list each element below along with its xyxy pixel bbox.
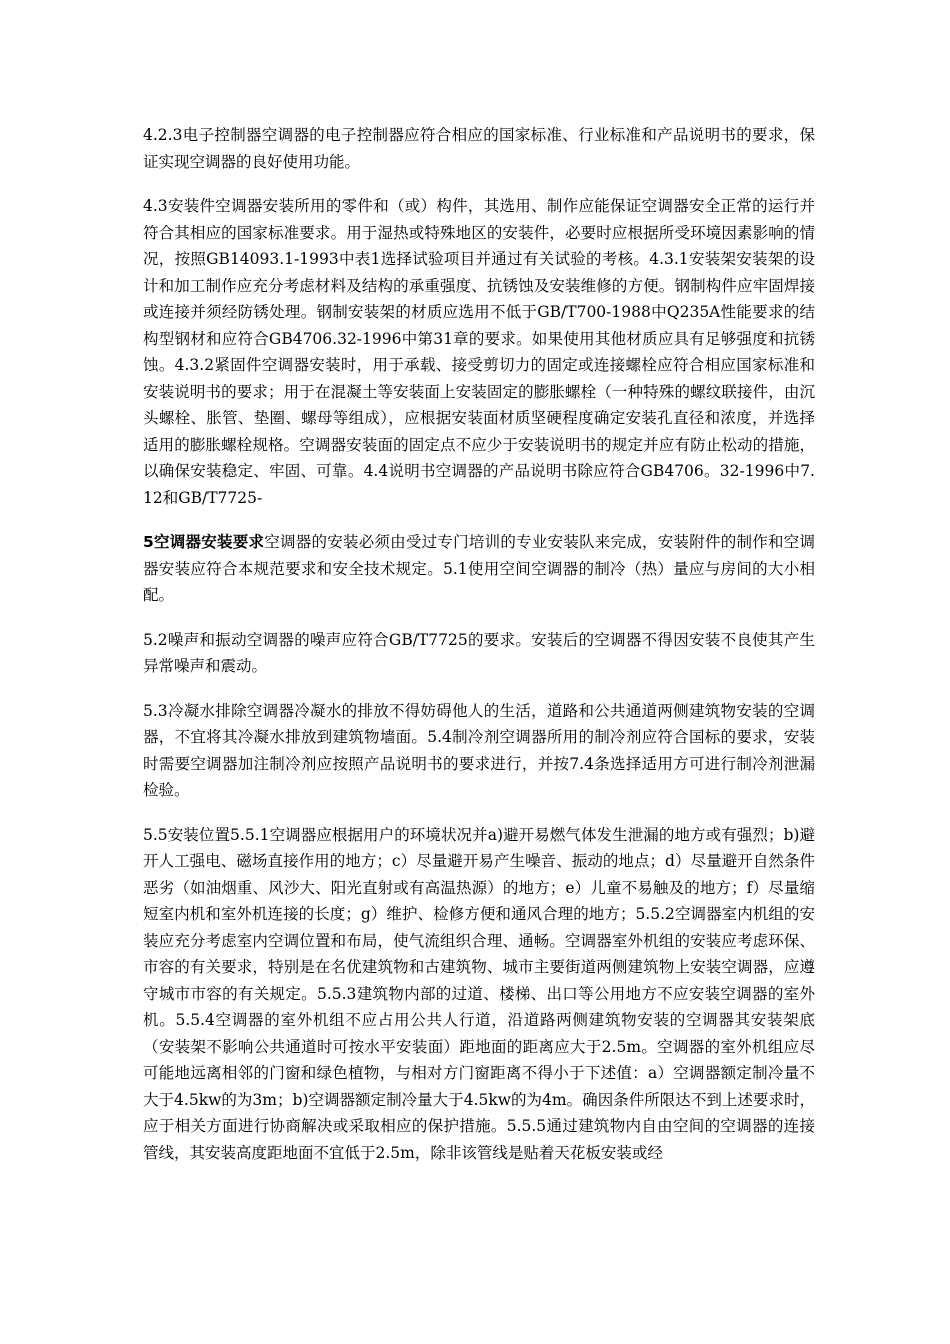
paragraph-5-2: 5.2噪声和振动空调器的噪声应符合GB/T7725的要求。安装后的空调器不得因安装不良使其产生异常噪声和震动。 [143, 630, 815, 675]
paragraph-5 [143, 529, 815, 609]
document-body [143, 122, 815, 1184]
section-5-body: 空调器的安装必须由受过专门培训的专业安装队来完成，安装附件的制作和空调器安装应符合本规范要求和安全技术规定。5.1使用空间空调器的制冷（热）量应与房间的大小相配。 [143, 533, 815, 604]
section-heading-5: 5空调器安装要求 [143, 533, 265, 551]
paragraph-4-3: 4.3安装件空调器安装所用的零件和（或）构件，其选用、制作应能保证空调器安全正常的运行并符合其相应的国家标准要求。用于湿热或特殊地区的安装件，必要时应根据所受环境因素影响的情况，按照GB14093.1-1993中表1选择试验项目并通过有关试验的考核。4.3.1安装架安装架的设计和加工制作应充分考虑材料及结构的承重强度、抗锈蚀及安装维修的方便。钢制构件应牢固焊接或连接并须经防锈处理。钢制安装架的材质应选用不低于GB/T700-1988中Q235A性能要求的结构型钢材和应符合GB4706.32-1996中第31章的要求。如果使用其他材质应具有足够强度和抗锈蚀。4.3.2紧固件空调器安装时，用于承载、接受剪切力的固定或连接螺栓应符合相应国家标准和安装说明书的要求；用于在混凝土等安装面上安装固定的膨胀螺栓（一种特殊的螺纹联接件，由沉头螺栓、胀管、垫圈、螺母等组成），应根据安装面材质坚硬程度确定安装孔直径和浓度，并选择适用的膨胀螺栓规格。空调器安装面的固定点不应少于安装说明书的规定并应有防止松动的措施，以确保安装稳定、牢固、可靠。4.4说明书空调器的产品说明书除应符合GB4706。32-1996中7.12和GB/T7725- [143, 197, 815, 507]
paragraph-4-2-3: 4.2.3电子控制器空调器的电子控制器应符合相应的国家标准、行业标准和产品说明书的要求，保证实现空调器的良好使用功能。 [143, 126, 815, 171]
paragraph-5-5: 5.5安装位置5.5.1空调器应根据用户的环境状况并a)避开易燃气体发生泄漏的地方或有强烈；b)避开人工强电、磁场直接作用的地方；c）尽量避开易产生噪音、振动的地点；d）尽量避开自然条件恶劣（如油烟重、风沙大、阳光直射或有高温热源）的地方；e）儿童不易触及的地方；f）尽量缩短室内机和室外机连接的长度；g）维护、检修方便和通风合理的地方；5.5.2空调器室内机组的安装应充分考虑室内空调位置和布局，使气流组织合理、通畅。空调器室外机组的安装应考虑环保、市容的有关要求，特别是在名优建筑物和古建筑物、城市主要街道两侧建筑物上安装空调器，应遵守城市市容的有关规定。5.5.3建筑物内部的过道、楼梯、出口等公用地方不应安装空调器的室外机。5.5.4空调器的室外机组不应占用公共人行道，沿道路两侧建筑物安装的空调器其安装架底（安装架不影响公共通道时可按水平安装面）距地面的距离应大于2.5m。空调器的室外机组应尽可能地远离相邻的门窗和绿色植物，与相对方门窗距离不得小于下述值：a）空调器额定制冷量不大于4.5kw的为3m；b)空调器额定制冷量大于4.5kw的为4m。确因条件所限达不到上述要求时，应于相关方面进行协商解决或采取相应的保护措施。5.5.5通过建筑物内自由空间的空调器的连接管线，其安装高度距地面不宜低于2.5m，除非该管线是贴着天花板安装或经 [143, 825, 815, 1162]
paragraph-5-3: 5.3冷凝水排除空调器冷凝水的排放不得妨碍他人的生活，道路和公共通道两侧建筑物安装的空调器，不宜将其冷凝水排放到建筑物墙面。5.4制冷剂空调器所用的制冷剂应符合国标的要求，安装时需要空调器加注制冷剂应按照产品说明书的要求进行，并按7.4条选择适用方可进行制冷剂泄漏检验。 [143, 701, 815, 799]
